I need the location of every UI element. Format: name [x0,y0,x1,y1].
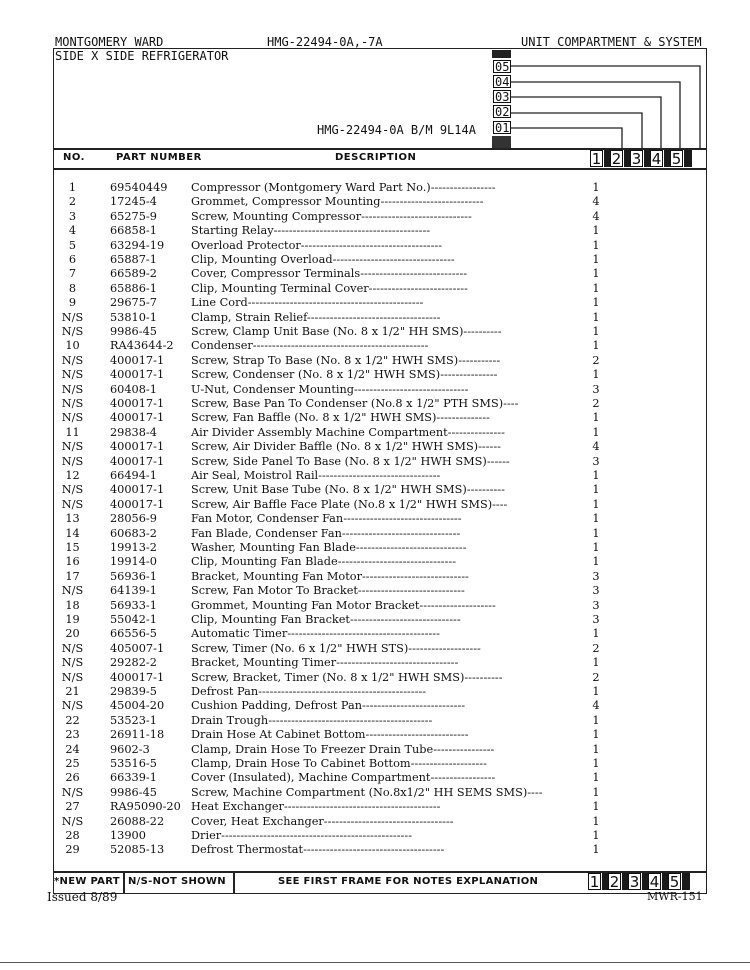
part-description: Clip, Mounting Fan Bracket----------------------------- [191,613,461,626]
part-description: Screw, Bracket, Timer (No. 8 x 1/2" HWH SMS)---------- [191,670,503,684]
part-no: 17 [65,569,80,583]
part-number: 29282-2 [110,656,157,670]
part-quantity: 1 [592,238,600,252]
table-row [0,195,750,209]
part-number: 53810-1 [110,310,157,324]
part-no: N/S [61,310,84,324]
part-no: 3 [68,209,77,223]
part-quantity: 4 [592,209,600,223]
page-code: MWR-151 [647,890,703,903]
part-quantity: 3 [592,584,600,598]
part-number: 66858-1 [110,224,157,238]
part-number: 29838-4 [110,425,157,439]
part-no: N/S [61,353,84,367]
part-number: 56933-1 [110,598,157,612]
part-no: N/S [61,325,84,338]
part-no: N/S [61,382,84,396]
part-no: 13 [65,512,80,526]
part-no: 9 [68,296,77,310]
part-no: N/S [61,785,84,799]
table-row [0,627,750,641]
table-row [0,181,750,195]
part-quantity: 3 [592,569,600,583]
part-number: 66494-1 [110,469,157,482]
part-number: 66589-2 [110,267,157,281]
part-description: Air Seal, Moistrol Rail-------------------------------- [191,469,441,482]
part-no: 18 [65,598,80,612]
table-row [0,541,750,555]
table-row [0,714,750,728]
table-row [0,699,750,713]
part-no: 24 [65,742,80,756]
part-description: Automatic Timer---------------------------------------- [191,627,440,641]
table-row [0,757,750,771]
table-row [0,354,750,368]
part-quantity: 1 [592,713,600,727]
part-no: 14 [65,526,80,540]
model-number-5: 5 [671,150,682,168]
part-number: 65275-9 [110,209,157,223]
part-quantity: 1 [592,310,600,324]
table-row [0,743,750,757]
table-row [0,397,750,411]
part-description: Starting Relay----------------------------------------- [191,224,431,238]
part-description: Line Cord---------------------------------------------- [191,296,424,310]
part-number: 400017-1 [110,440,165,454]
part-quantity: 1 [592,224,600,238]
part-number: 66556-5 [110,627,157,641]
part-no: 29 [65,843,80,857]
footer-sep-1 [123,871,125,893]
part-number: 400017-1 [110,497,165,511]
part-description: Bracket, Mounting Timer-------------------------------- [191,656,459,670]
brand-title: MONTGOMERY WARD [55,35,164,49]
table-row [0,311,750,325]
part-description: Cover, Compressor Terminals---------------------------- [191,267,468,281]
part-no: 1 [68,181,77,194]
part-description: Clamp, Strain Relief----------------------------------- [191,310,441,324]
part-quantity: 1 [592,267,600,281]
part-description: Clamp, Drain Hose To Cabinet Bottom-------------------- [191,757,487,770]
table-row [0,426,750,440]
part-description: Drier-------------------------------------------------- [191,829,413,842]
part-number: 400017-1 [110,454,165,468]
table-row [0,210,750,224]
part-number: 19914-0 [110,555,157,569]
table-row [0,239,750,253]
table-row [0,339,750,353]
part-description: Screw, Clamp Unit Base (No. 8 x 1/2" HH SMS)---------- [191,325,502,338]
part-no: 2 [68,195,77,209]
table-row [0,786,750,800]
part-number: 65887-1 [110,253,157,266]
table-row [0,599,750,613]
part-no: 7 [68,267,77,281]
table-row [0,555,750,569]
part-number: 29675-7 [110,296,157,310]
page-bottom-edge [0,962,750,963]
part-description: Grommet, Compressor Mounting--------------------------- [191,195,484,209]
part-no: N/S [61,497,84,511]
header-divider-bottom [53,168,707,170]
part-quantity: 1 [592,281,600,295]
model-number-1: 1 [589,873,600,891]
part-no: N/S [61,440,84,454]
part-no: N/S [61,454,84,468]
table-row [0,224,750,238]
part-quantity: 1 [592,483,600,497]
see-first-frame-note: SEE FIRST FRAME FOR NOTES EXPLANATION [278,876,539,887]
section-title: UNIT COMPARTMENT & SYSTEM [521,35,702,49]
part-quantity: 1 [592,843,600,857]
part-description: Fan Motor, Condenser Fan------------------------------- [191,512,462,526]
table-row [0,383,750,397]
part-number: 9986-45 [110,325,157,338]
part-number: RA43644-2 [110,339,174,353]
part-no: 23 [65,728,80,742]
part-quantity: 4 [592,699,600,713]
part-quantity: 1 [592,469,600,482]
table-row [0,267,750,281]
part-quantity: 2 [592,641,600,655]
part-number: 17245-4 [110,195,157,209]
part-description: Cover (Insulated), Machine Compartment----------------- [191,771,496,785]
part-no: N/S [61,411,84,425]
part-description: Fan Blade, Condenser Fan------------------------------- [191,526,461,540]
part-number: 13900 [110,829,146,842]
part-quantity: 3 [592,598,600,612]
part-number: 53516-5 [110,757,157,770]
model-link-lines [0,0,750,170]
part-number: 400017-1 [110,483,165,497]
part-quantity: 1 [592,728,600,742]
part-quantity: 1 [592,829,600,842]
part-quantity: 1 [592,368,600,382]
model-number-1: 1 [591,150,602,168]
part-description: Washer, Mounting Fan Blade----------------------------- [191,541,467,554]
part-number: 60683-2 [110,526,157,540]
part-number: 66339-1 [110,771,157,785]
part-quantity: 1 [592,555,600,569]
model-number-5: 5 [669,873,680,891]
table-row [0,685,750,699]
part-number: RA95090-20 [110,800,181,814]
part-no: 6 [68,253,77,266]
part-number: 26088-22 [110,814,165,828]
model-code-04: 04 [495,75,510,89]
footer-sep-2 [233,871,235,893]
part-quantity: 1 [592,771,600,785]
part-quantity: 1 [592,785,600,799]
table-row [0,469,750,483]
part-no: 22 [65,713,80,727]
part-description: Grommet, Mounting Fan Motor Bracket-------------------- [191,598,496,612]
part-no: N/S [61,584,84,598]
part-no: 25 [65,757,80,770]
part-description: Heat Exchanger----------------------------------------- [191,800,441,814]
part-number: 19913-2 [110,541,157,554]
model-number-2: 2 [611,150,622,168]
part-number: 400017-1 [110,670,165,684]
product-title: SIDE X SIDE REFRIGERATOR [55,49,229,63]
part-quantity: 1 [592,425,600,439]
table-row [0,455,750,469]
part-no: 19 [65,613,80,626]
part-description: Screw, Strap To Base (No. 8 x 1/2" HWH SMS)----------- [191,353,501,367]
part-number: 52085-13 [110,843,165,857]
new-part-note: *NEW PART [54,876,120,887]
part-no: 8 [68,281,77,295]
part-description: Defrost Thermostat------------------------------------- [191,843,445,857]
part-quantity: 4 [592,195,600,209]
model-number-4: 4 [651,150,662,168]
part-description: Screw, Fan Motor To Bracket---------------------------- [191,584,465,598]
part-quantity: 1 [592,656,600,670]
part-quantity: 1 [592,325,600,338]
part-description: Screw, Unit Base Tube (No. 8 x 1/2" HWH SMS)---------- [191,483,505,497]
part-description: Screw, Mounting Compressor----------------------------- [191,209,472,223]
part-no: 28 [65,829,80,842]
part-no: N/S [61,397,84,410]
part-number: 55042-1 [110,613,157,626]
part-number: 63294-19 [110,238,165,252]
part-quantity: 2 [592,353,600,367]
parts-list [0,181,750,871]
table-row [0,829,750,843]
part-description: Bracket, Mounting Fan Motor---------------------------- [191,569,469,583]
part-no: 4 [68,224,77,238]
part-number: 56936-1 [110,569,157,583]
part-description: Clip, Mounting Overload-------------------------------- [191,253,455,266]
table-row [0,584,750,598]
part-quantity: 1 [592,497,600,511]
part-description: Screw, Air Baffle Face Plate (No.8 x 1/2" HWH SMS)---- [191,497,508,511]
table-row [0,498,750,512]
part-quantity: 1 [592,800,600,814]
part-quantity: 1 [592,296,600,310]
table-row [0,815,750,829]
part-quantity: 1 [592,411,600,425]
part-number: 400017-1 [110,368,165,382]
part-number: 400017-1 [110,411,165,425]
table-row [0,671,750,685]
table-row [0,800,750,814]
part-description: Screw, Timer (No. 6 x 1/2" HWH STS)------------------- [191,641,481,655]
part-description: Screw, Machine Compartment (No.8x1/2" HH SEMS SMS)---- [191,785,543,799]
part-number: 45004-20 [110,699,165,713]
part-number: 26911-18 [110,728,165,742]
col-description-header: DESCRIPTION [335,152,417,163]
model-code-05: 05 [495,60,510,74]
part-no: 11 [65,425,80,439]
part-description: Overload Protector------------------------------------- [191,238,443,252]
part-description: Screw, Air Divider Baffle (No. 8 x 1/2" HWH SMS)------ [191,440,501,454]
model-range: HMG-22494-0A,-7A [267,35,383,49]
model-number-3: 3 [631,150,642,168]
part-description: Defrost Pan-------------------------------------------- [191,685,427,698]
part-number: 9602-3 [110,742,150,756]
part-description: Screw, Fan Baffle (No. 8 x 1/2" HWH SMS)-------------- [191,411,490,425]
part-quantity: 1 [592,339,600,353]
model-code-02: 02 [495,105,510,119]
table-row [0,613,750,627]
part-description: Drain Trough------------------------------------------- [191,713,433,727]
col-part-number-header: PART NUMBER [116,152,202,163]
part-description: U-Nut, Condenser Mounting------------------------------ [191,382,469,396]
part-no: 20 [65,627,80,641]
part-no: 21 [65,685,80,698]
model-number-3: 3 [629,873,640,891]
part-quantity: 4 [592,440,600,454]
table-row [0,483,750,497]
model-code-01: 01 [495,121,510,135]
part-number: 400017-1 [110,397,165,410]
model-number-footer [588,873,705,891]
part-quantity: 1 [592,814,600,828]
part-description: Clip, Mounting Fan Blade------------------------------- [191,555,457,569]
table-row [0,368,750,382]
model-number-header [590,150,707,168]
part-description: Clamp, Drain Hose To Freezer Drain Tube---------------- [191,742,495,756]
table-row [0,728,750,742]
model-number-2: 2 [609,873,620,891]
model-divider [684,150,692,167]
part-description: Cushion Padding, Defrost Pan--------------------------- [191,699,466,713]
table-row [0,843,750,857]
table-row [0,527,750,541]
part-quantity: 1 [592,253,600,266]
part-no: 10 [65,339,80,353]
part-quantity: 3 [592,454,600,468]
part-description: Cover, Heat Exchanger---------------------------------- [191,814,454,828]
table-row [0,656,750,670]
part-no: 26 [65,771,80,785]
part-description: Clip, Mounting Terminal Cover-------------------------- [191,281,468,295]
part-number: 28056-9 [110,512,157,526]
part-quantity: 1 [592,757,600,770]
part-number: 60408-1 [110,382,157,396]
part-quantity: 1 [592,742,600,756]
part-quantity: 1 [592,512,600,526]
part-description: Air Divider Assembly Machine Compartment--------------- [191,425,505,439]
part-description: Screw, Base Pan To Condenser (No.8 x 1/2" PTH SMS)---- [191,397,519,410]
table-row [0,411,750,425]
table-row [0,771,750,785]
issued-date: Issued 8/89 [47,890,118,904]
part-number: 29839-5 [110,685,157,698]
part-description: Screw, Condenser (No. 8 x 1/2" HWH SMS)--------------- [191,368,498,382]
part-no: N/S [61,699,84,713]
part-quantity: 1 [592,541,600,554]
part-no: N/S [61,483,84,497]
table-row [0,512,750,526]
part-description: Screw, Side Panel To Base (No. 8 x 1/2" HWH SMS)------ [191,454,510,468]
part-quantity: 2 [592,670,600,684]
part-description: Compressor (Montgomery Ward Part No.)----------------- [191,181,496,194]
part-number: 9986-45 [110,785,157,799]
table-row [0,642,750,656]
table-row [0,296,750,310]
part-quantity: 1 [592,181,600,194]
table-row [0,253,750,267]
part-quantity: 1 [592,685,600,698]
part-number: 64139-1 [110,584,157,598]
part-no: 27 [65,800,80,814]
part-description: Condenser---------------------------------------------- [191,339,429,353]
part-number: 405007-1 [110,641,165,655]
model-divider [682,873,690,890]
col-no-header: NO. [63,152,85,163]
part-quantity: 3 [592,382,600,396]
part-no: N/S [61,814,84,828]
part-no: 15 [65,541,80,554]
table-row [0,325,750,339]
table-row [0,440,750,454]
part-no: 5 [68,238,77,252]
part-number: 400017-1 [110,353,165,367]
part-no: 16 [65,555,80,569]
table-row [0,282,750,296]
model-code-03: 03 [495,90,510,104]
part-no: 12 [65,469,80,482]
part-no: N/S [61,368,84,382]
table-row [0,570,750,584]
part-no: N/S [61,656,84,670]
part-no: N/S [61,670,84,684]
part-quantity: 3 [592,613,600,626]
part-description: Drain Hose At Cabinet Bottom--------------------------- [191,728,469,742]
part-number: 53523-1 [110,713,157,727]
part-number: 69540449 [110,181,168,194]
part-quantity: 1 [592,627,600,641]
part-number: 65886-1 [110,281,157,295]
model-number-4: 4 [649,873,660,891]
part-no: N/S [61,641,84,655]
not-shown-note: N/S-NOT SHOWN [128,876,226,887]
model-bom: HMG-22494-0A B/M 9L14A [317,123,476,137]
part-quantity: 1 [592,526,600,540]
part-quantity: 2 [592,397,600,410]
